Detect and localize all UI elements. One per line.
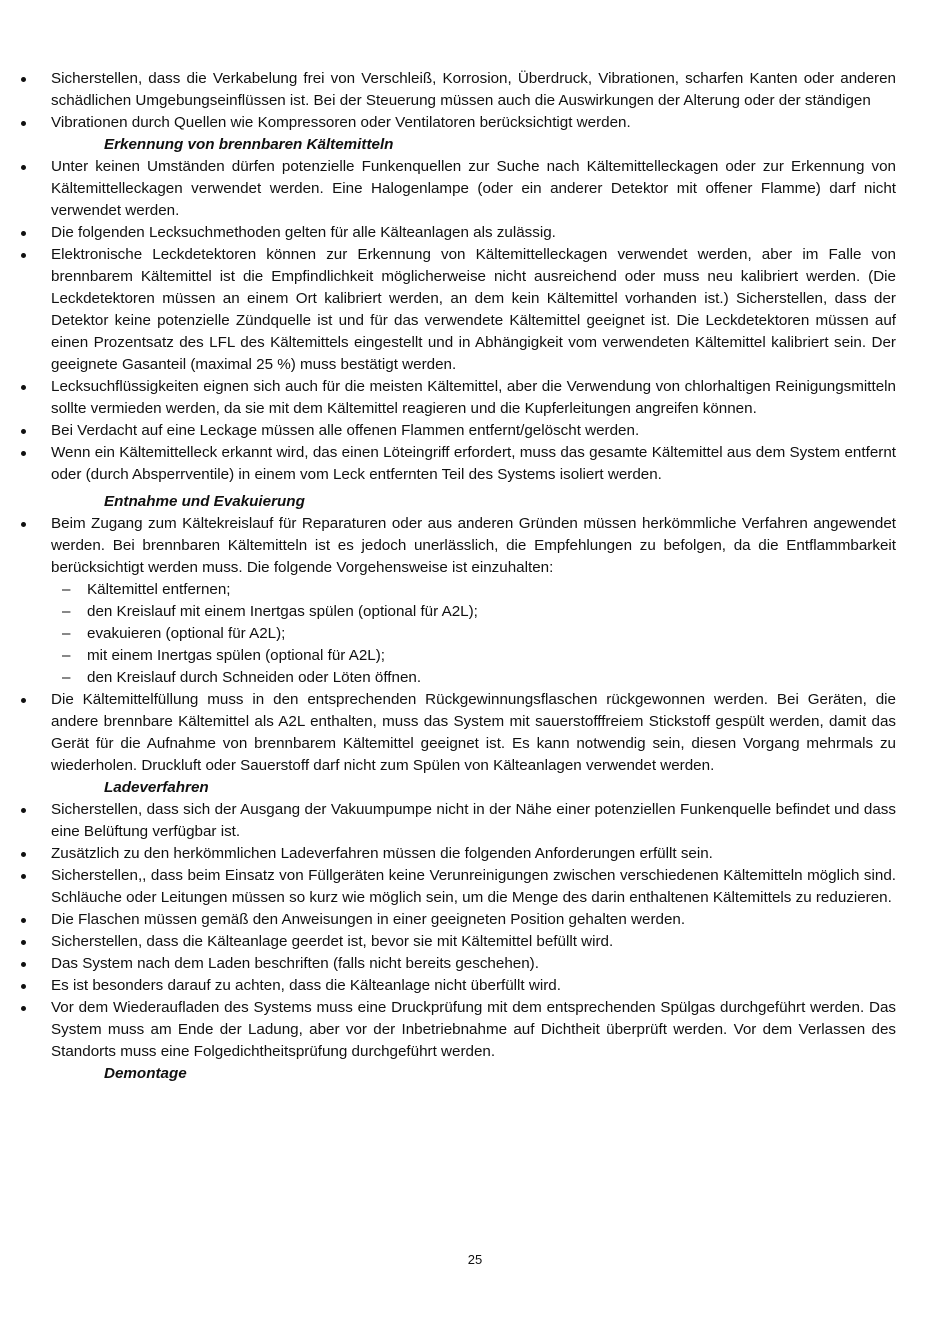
bullet-text: Das System nach dem Laden beschriften (falls nicht bereits geschehen). bbox=[51, 955, 539, 972]
bullet-item bbox=[0, 244, 950, 376]
bullet-item bbox=[0, 953, 950, 975]
bullet-item bbox=[0, 222, 950, 244]
dash-icon: – bbox=[62, 647, 71, 664]
bullet-icon bbox=[21, 385, 26, 390]
bullet-item bbox=[0, 909, 950, 931]
sub-list-item bbox=[0, 667, 950, 689]
bullet-icon bbox=[21, 253, 26, 258]
sub-list-item bbox=[0, 601, 950, 623]
sub-item-text: mit einem Inertgas spülen (optional für A2L); bbox=[87, 647, 386, 664]
bullet-icon bbox=[21, 808, 26, 813]
bullet-text: Vibrationen durch Quellen wie Kompressoren oder Ventilatoren berücksichtigt werden. bbox=[51, 114, 631, 131]
bullet-item bbox=[0, 975, 950, 997]
sub-item-text: Kältemittel entfernen; bbox=[87, 581, 231, 598]
dash-icon: – bbox=[62, 669, 71, 686]
bullet-item bbox=[0, 156, 950, 222]
bullet-icon bbox=[21, 984, 26, 989]
page-number: 25 bbox=[467, 1252, 483, 1267]
bullet-text: Lecksuchflüssigkeiten eignen sich auch für die meisten Kältemittel, aber die Verwendung von chlorhaltigen Reinigungsmitteln sollte vermieden werden, da sie mit dem Kältemittel reagieren und die Kupferleitungen angreifen können. bbox=[51, 378, 896, 417]
sub-item-text: den Kreislauf mit einem Inertgas spülen (optional für A2L); bbox=[87, 603, 478, 620]
sub-list-item bbox=[0, 579, 950, 601]
bullet-icon bbox=[21, 940, 26, 945]
bullet-icon bbox=[21, 962, 26, 967]
bullet-item bbox=[0, 112, 950, 134]
bullet-text: Sicherstellen, dass die Verkabelung frei von Verschleiß, Korrosion, Überdruck, Vibrationen, scharfen Kanten oder anderen schädlichen Umgebungseinflüssen ist. Bei der Steuerung müssen auch die Auswirkungen der Alterung oder der ständigen bbox=[51, 70, 896, 109]
bullet-text: Elektronische Leckdetektoren können zur Erkennung von Kältemittelleckagen verwendet werden, aber im Falle von brennbarem Kältemittel ist die Empfindlichkeit möglicherweise nicht ausreichend oder muss neu kalibriert werden. (Die Leckdetektoren müssen an einem Ort kalibriert werden, an dem kein Kältemittel vorhanden ist.) Sicherstellen, dass der Detektor keine potenzielle Zündquelle ist und für das verwendete Kältemittel geeignet ist. Die Leckdetektoren müssen auf einen Prozentsatz des LFL des Kältemittels eingestellt und in Abhängigkeit vom verwendeten Kältemittel kalibriert sein. Der geeignete Gasanteil (maximal 25 %) muss bestätigt werden. bbox=[51, 246, 896, 373]
bullet-item bbox=[0, 513, 950, 579]
sub-item-text: den Kreislauf durch Schneiden oder Löten öffnen. bbox=[87, 669, 422, 686]
bullet-text: Die folgenden Lecksuchmethoden gelten für alle Kälteanlagen als zulässig. bbox=[51, 224, 556, 241]
bullet-text: Vor dem Wiederaufladen des Systems muss eine Druckprüfung mit dem entsprechenden Spülgas durchgeführt werden. Das System muss am Ende der Ladung, aber vor der Inbetriebnahme auf Dichtheit überprüft werden. Vor dem Verlassen des Standorts muss eine Folgedichtheitsprüfung durchgeführt werden. bbox=[51, 999, 896, 1060]
dash-icon: – bbox=[62, 603, 71, 620]
bullet-item bbox=[0, 931, 950, 953]
section-heading: Ladeverfahren bbox=[104, 779, 209, 796]
bullet-text: Die Flaschen müssen gemäß den Anweisungen in einer geeigneten Position gehalten werden. bbox=[51, 911, 686, 928]
bullet-text: Sicherstellen, dass sich der Ausgang der Vakuumpumpe nicht in der Nähe einer potenziellen Funkenquelle befindet und dass eine Belüftung verfügbar ist. bbox=[51, 801, 896, 840]
bullet-icon bbox=[21, 429, 26, 434]
bullet-text: Wenn ein Kältemittelleck erkannt wird, das einen Löteingriff erfordert, muss das gesamte Kältemittel aus dem System entfernt oder (durch Absperrventile) in einem vom Leck entfernten Teil des Systems isoliert werden. bbox=[51, 444, 896, 483]
bullet-text: Sicherstellen,, dass beim Einsatz von Füllgeräten keine Verunreinigungen zwischen verschiedenen Kältemitteln möglich sind. Schläuche oder Leitungen müssen so kurz wie möglich sein, um die Menge des darin enthaltenen Kältemittels zu reduzieren. bbox=[51, 867, 896, 906]
bullet-text: Bei Verdacht auf eine Leckage müssen alle offenen Flammen entfernt/gelöscht werden. bbox=[51, 422, 640, 439]
section-heading: Entnahme und Evakuierung bbox=[104, 493, 305, 510]
bullet-icon bbox=[21, 1006, 26, 1011]
sub-list-item bbox=[0, 645, 950, 667]
bullet-icon bbox=[21, 698, 26, 703]
bullet-item bbox=[0, 843, 950, 865]
document-body bbox=[0, 68, 950, 1085]
bullet-text: Die Kältemittelfüllung muss in den entsprechenden Rückgewinnungsflaschen rückgewonnen werden. Bei Geräten, die andere brennbare Kältemittel als A2L enthalten, muss das System mit sauerstofffreiem Stickstoff gespült werden, damit das Gerät für die Aufnahme von brennbarem Kältemittel geeignet ist. Es kann notwendig sein, diesen Vorgang mehrmals zu wiederholen. Druckluft oder Sauerstoff darf nicht zum Spülen von Kälteanlagen verwendet werden. bbox=[51, 691, 896, 774]
bullet-item bbox=[0, 799, 950, 843]
bullet-item bbox=[0, 865, 950, 909]
bullet-text: Sicherstellen, dass die Kälteanlage geerdet ist, bevor sie mit Kältemittel befüllt wird. bbox=[51, 933, 614, 950]
sub-item-text: evakuieren (optional für A2L); bbox=[87, 625, 286, 642]
bullet-item bbox=[0, 997, 950, 1063]
bullet-icon bbox=[21, 77, 26, 82]
bullet-item bbox=[0, 68, 950, 112]
bullet-icon bbox=[21, 874, 26, 879]
dash-icon: – bbox=[62, 625, 71, 642]
bullet-icon bbox=[21, 231, 26, 236]
bullet-icon bbox=[21, 852, 26, 857]
bullet-icon bbox=[21, 918, 26, 923]
bullet-icon bbox=[21, 165, 26, 170]
bullet-text: Zusätzlich zu den herkömmlichen Ladeverfahren müssen die folgenden Anforderungen erfüllt sein. bbox=[51, 845, 713, 862]
bullet-icon bbox=[21, 522, 26, 527]
bullet-icon bbox=[21, 121, 26, 126]
bullet-item bbox=[0, 442, 950, 486]
bullet-icon bbox=[21, 451, 26, 456]
bullet-text: Unter keinen Umständen dürfen potenzielle Funkenquellen zur Suche nach Kältemittelleckagen oder zur Erkennung von Kältemittelleckagen verwendet werden. Eine Halogenlampe (oder ein anderer Detektor mit offener Flamme) darf nicht verwendet werden. bbox=[51, 158, 896, 219]
sub-list-item bbox=[0, 623, 950, 645]
bullet-item bbox=[0, 420, 950, 442]
bullet-item bbox=[0, 376, 950, 420]
section-heading: Demontage bbox=[104, 1065, 187, 1082]
section-heading: Erkennung von brennbaren Kältemitteln bbox=[104, 136, 394, 153]
bullet-item bbox=[0, 689, 950, 777]
bullet-text: Beim Zugang zum Kältekreislauf für Reparaturen oder aus anderen Gründen müssen herkömmliche Verfahren angewendet werden. Bei brennbaren Kältemitteln ist es jedoch unerlässlich, die Empfehlungen zu befolgen, da die Entflammbarkeit berücksichtigt werden muss. Die folgende Vorgehensweise ist einzuhalten: bbox=[51, 515, 896, 576]
bullet-text: Es ist besonders darauf zu achten, dass die Kälteanlage nicht überfüllt wird. bbox=[51, 977, 561, 994]
dash-icon: – bbox=[62, 581, 71, 598]
